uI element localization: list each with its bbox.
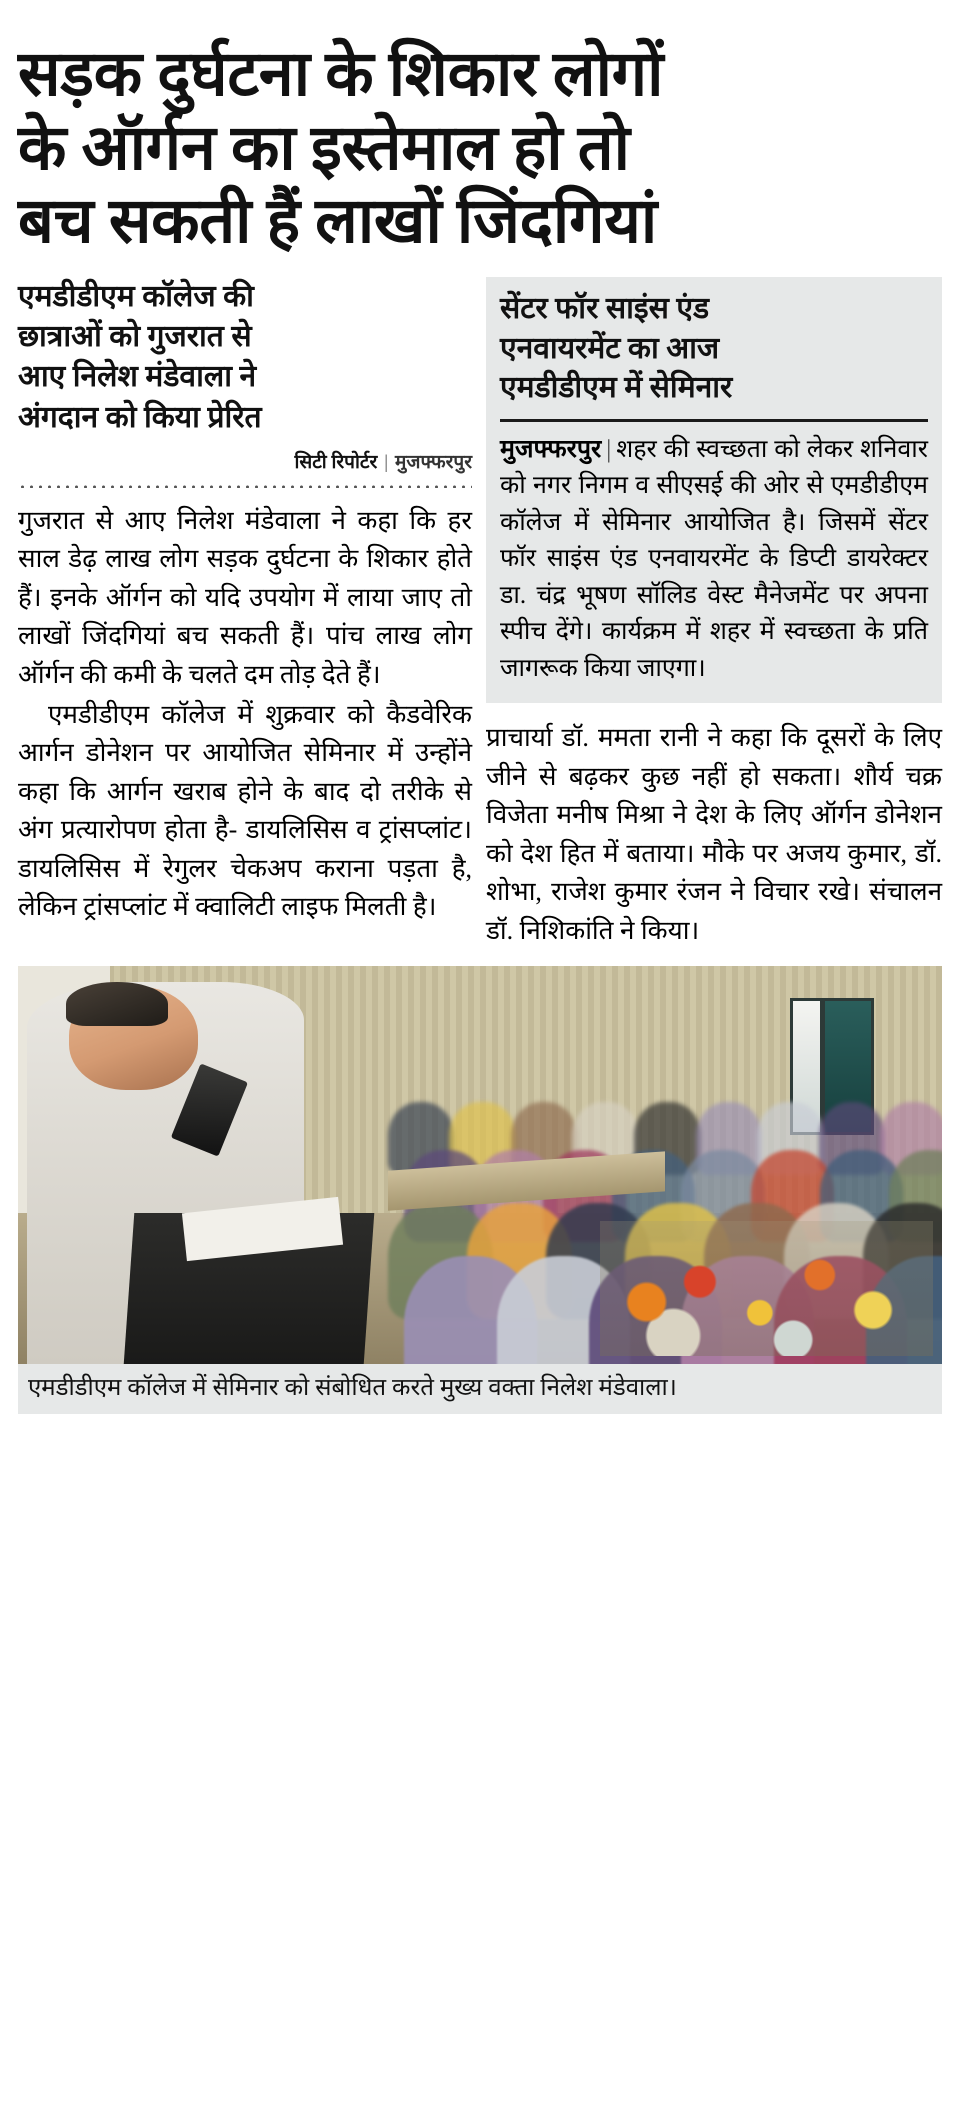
- sidebar-body: [500, 432, 928, 688]
- photo-block: [18, 966, 942, 1414]
- photo-flower-arrangement: [600, 1221, 933, 1356]
- photo-caption: एमडीडीएम कॉलेज में सेमिनार को संबोधित करते मुख्य वक्ता निलेश मंडेवाला।: [28, 1375, 677, 1402]
- headline-line-1: सड़क दुर्घटना के शिकार लोगों: [18, 39, 664, 109]
- headline-line-2: के ऑर्गन का इस्तेमाल हो तो: [18, 112, 630, 183]
- headline-line-3: बच सकती हैं लाखों जिंदगियां: [18, 186, 657, 257]
- column-container: [18, 277, 942, 950]
- sidebar-rule: [500, 419, 928, 422]
- right-column: [486, 277, 942, 950]
- deck-line-1: एमडीडीएम कॉलेज की: [18, 280, 254, 314]
- article-deck: [18, 277, 472, 438]
- sidebar-heading-line-3: एमडीडीएम में सेमिनार: [500, 371, 733, 405]
- byline-separator: |: [384, 451, 389, 473]
- byline-place: मुजफ्फरपुर: [395, 451, 472, 473]
- deck-line-3: आए निलेश मंडेवाला ने: [18, 360, 257, 394]
- deck-line-4: अंगदान को किया प्रेरित: [18, 400, 262, 434]
- deck-line-2: छात्राओं को गुजरात से: [18, 320, 252, 354]
- seminar-photo: [18, 966, 942, 1364]
- sidebar-after-box-paragraph: प्राचार्या डॉ. ममता रानी ने कहा कि दूसरों के लिए जीने से बढ़कर कुछ नहीं हो सकता। शौर्य चक्र विजेता मनीष मिश्रा ने देश के लिए ऑर्गन डोनेशन को देश हित में बताया। मौके पर अजय कुमार, डॉ. शोभा, राजेश कुमार रंजन ने विचार रखे। संचालन डॉ. निशिकांति ने किया।: [486, 723, 942, 945]
- byline-reporter: सिटी रिपोर्टर: [294, 451, 378, 473]
- dotted-divider: [18, 484, 472, 488]
- article-paragraph-2: एमडीडीएम कॉलेज में शुक्रवार को कैडवेरिक आर्गन डोनेशन पर आयोजित सेमिनार में उन्होंने कहा कि आर्गन खराब होने के बाद दो तरीके से अंग प्रत्यारोपण होता है- डायलिसिस व ट्रांसप्लांट। डायलिसिस में रेगुलर चेकअप कराना पड़ता है, लेकिन ट्रांसप्लांट में क्वालिटी लाइफ मिलती है।: [18, 700, 472, 922]
- photo-speaker-hair: [66, 982, 168, 1026]
- sidebar-heading-line-1: सेंटर फॉर साइंस एंड: [500, 292, 710, 326]
- left-column: [18, 277, 486, 927]
- sidebar-dateline-separator: |: [606, 435, 612, 463]
- sidebar-body-text: शहर की स्वच्छता को लेकर शनिवार को नगर निगम व सीएसई की ओर से एमडीडीएम कॉलेज में सेमिनार आयोजित है। जिसमें सेंटर फॉर साइंस एंड एनवायरमेंट के डिप्टी डायरेक्टर डा. चंद्र भूषण सॉलिड वेस्ट मैनेजमेंट पर अपना स्पीच देंगे। कार्यक्रम में शहर में स्वच्छता के प्रति जागरूक किया जाएगा।: [500, 435, 928, 682]
- article-paragraph-1: गुजरात से आए निलेश मंडेवाला ने कहा कि हर साल डेढ़ लाख लोग सड़क दुर्घटना के शिकार होते हैं। इनके ऑर्गन को यदि उपयोग में लाया जाए तो लाखों जिंदगियां बच सकती हैं। पांच लाख लोग ऑर्गन की कमी के चलते दम तोड़ देते हैं।: [18, 505, 472, 689]
- main-headline: [18, 38, 942, 259]
- sidebar-dateline-place: मुजफ्फरपुर: [500, 435, 602, 463]
- sidebar-heading-line-2: एनवायरमेंट का आज: [500, 331, 720, 365]
- sidebar-box: [486, 277, 942, 703]
- photo-caption-bar: [18, 1364, 942, 1414]
- sidebar-heading: [500, 289, 928, 408]
- byline: [18, 452, 472, 475]
